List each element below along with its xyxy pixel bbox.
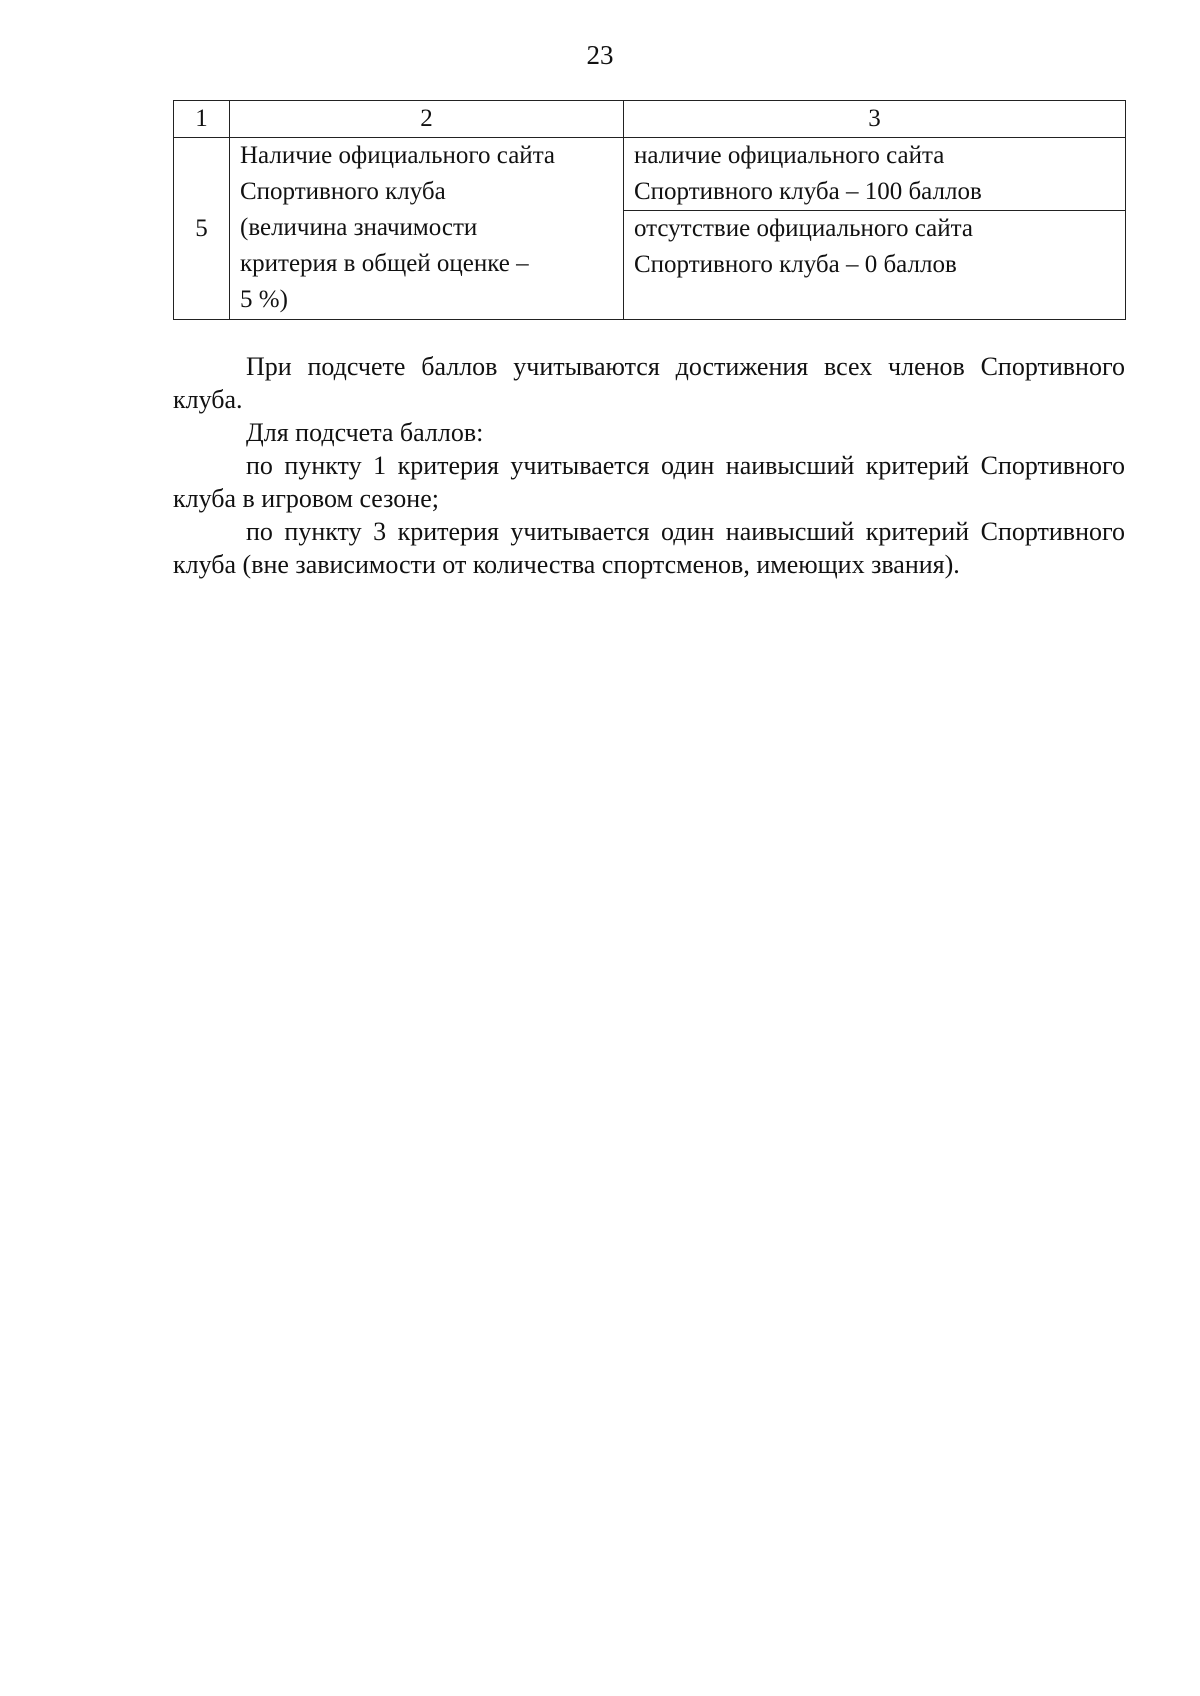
criterion-name: Наличие официального сайта Спортивного клуба (величина значимости критерия в общей оценке – 5 %) [230,138,624,320]
body-text [173,350,1125,581]
table-row [174,138,1126,211]
score-option-absent: отсутствие официального сайта Спортивного клуба – 0 баллов [624,211,1126,320]
paragraph-3: по пункту 1 критерия учитывается один наивысший критерий Спортивного клуба в игровом сезоне; [173,451,1125,513]
column-header-3: 3 [624,101,1126,138]
paragraph-2: Для подсчета баллов: [246,418,484,447]
column-header-2: 2 [230,101,624,138]
paragraph-4: по пункту 3 критерия учитывается один наивысший критерий Спортивного клуба (вне зависимости от количества спортсменов, имеющих звания). [173,517,1125,579]
page-number: 23 [586,40,614,70]
score-option-present: наличие официального сайта Спортивного клуба – 100 баллов [624,138,1126,211]
row-number: 5 [174,138,230,320]
table-header-row [174,101,1126,138]
paragraph-1: При подсчете баллов учитываются достижения всех членов Спортивного клуба. [173,352,1125,414]
column-header-1: 1 [174,101,230,138]
criteria-table [173,100,1126,320]
